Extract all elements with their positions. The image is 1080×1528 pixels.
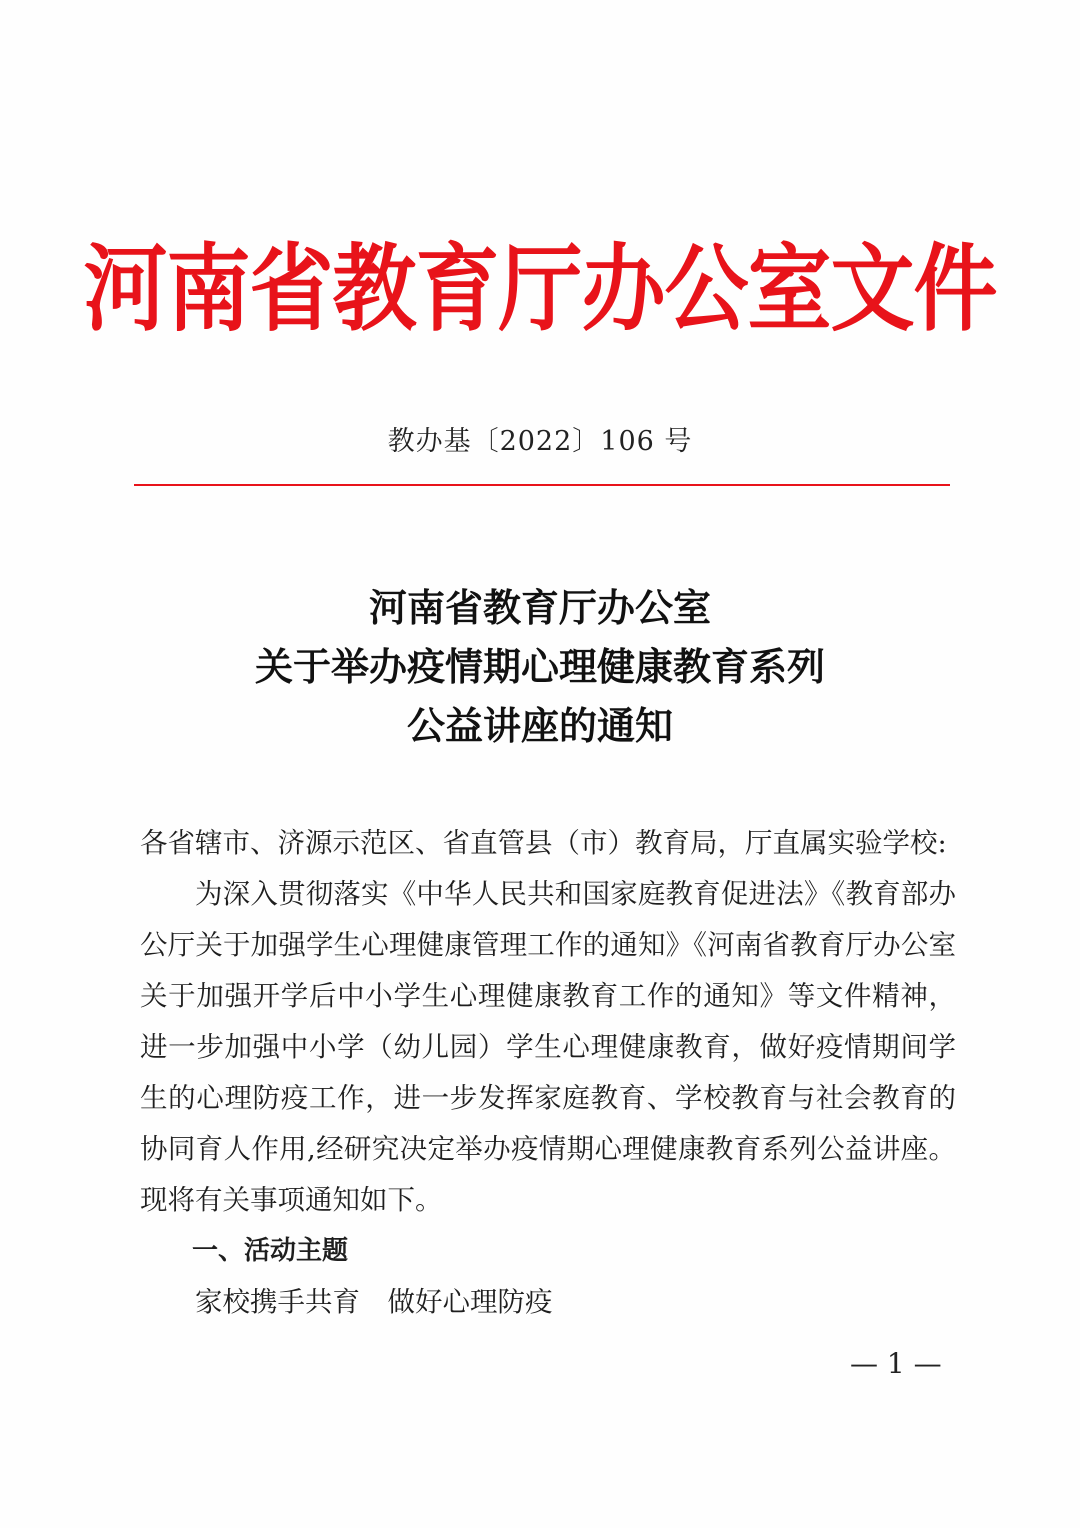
document-body [140,818,956,1328]
document-number: 教办基〔2022〕106 号 [387,426,693,457]
title-line-1: 河南省教育厅办公室 [368,585,711,630]
section-content-1: 家校携手共育 做好心理防疫 [195,1286,553,1318]
addressee-line: 各省辖市、济源示范区、省直管县（市）教育局，厅直属实验学校: [140,827,947,859]
body-paragraph-1: 为深入贯彻落实《中华人民共和国家庭教育促进法》《教育部办公厅关于加强学生心理健康管理工作的通知》《河南省教育厅办公室关于加强开学后中小学生心理健康教育工作的通知》等文件精神，进一步加强中小学（幼儿园）学生心理健康教育，做好疫情期间学生的心理防疫工作，进一步发挥家庭教育、学校教育与社会教育的协同育人作用,经研究决定举办疫情期心理健康教育系列公益讲座。现将有关事项通知如下。 [140,878,956,1216]
document-title [0,578,1080,755]
title-line-3: 公益讲座的通知 [406,703,673,748]
page-number: — 1 — [850,1347,942,1380]
masthead-title: 河南省教育厅办公室文件 [83,234,997,345]
section-heading-1: 一、活动主题 [192,1236,349,1266]
red-divider-line [134,484,950,486]
title-line-2: 关于举办疫情期心理健康教育系列 [254,644,825,689]
